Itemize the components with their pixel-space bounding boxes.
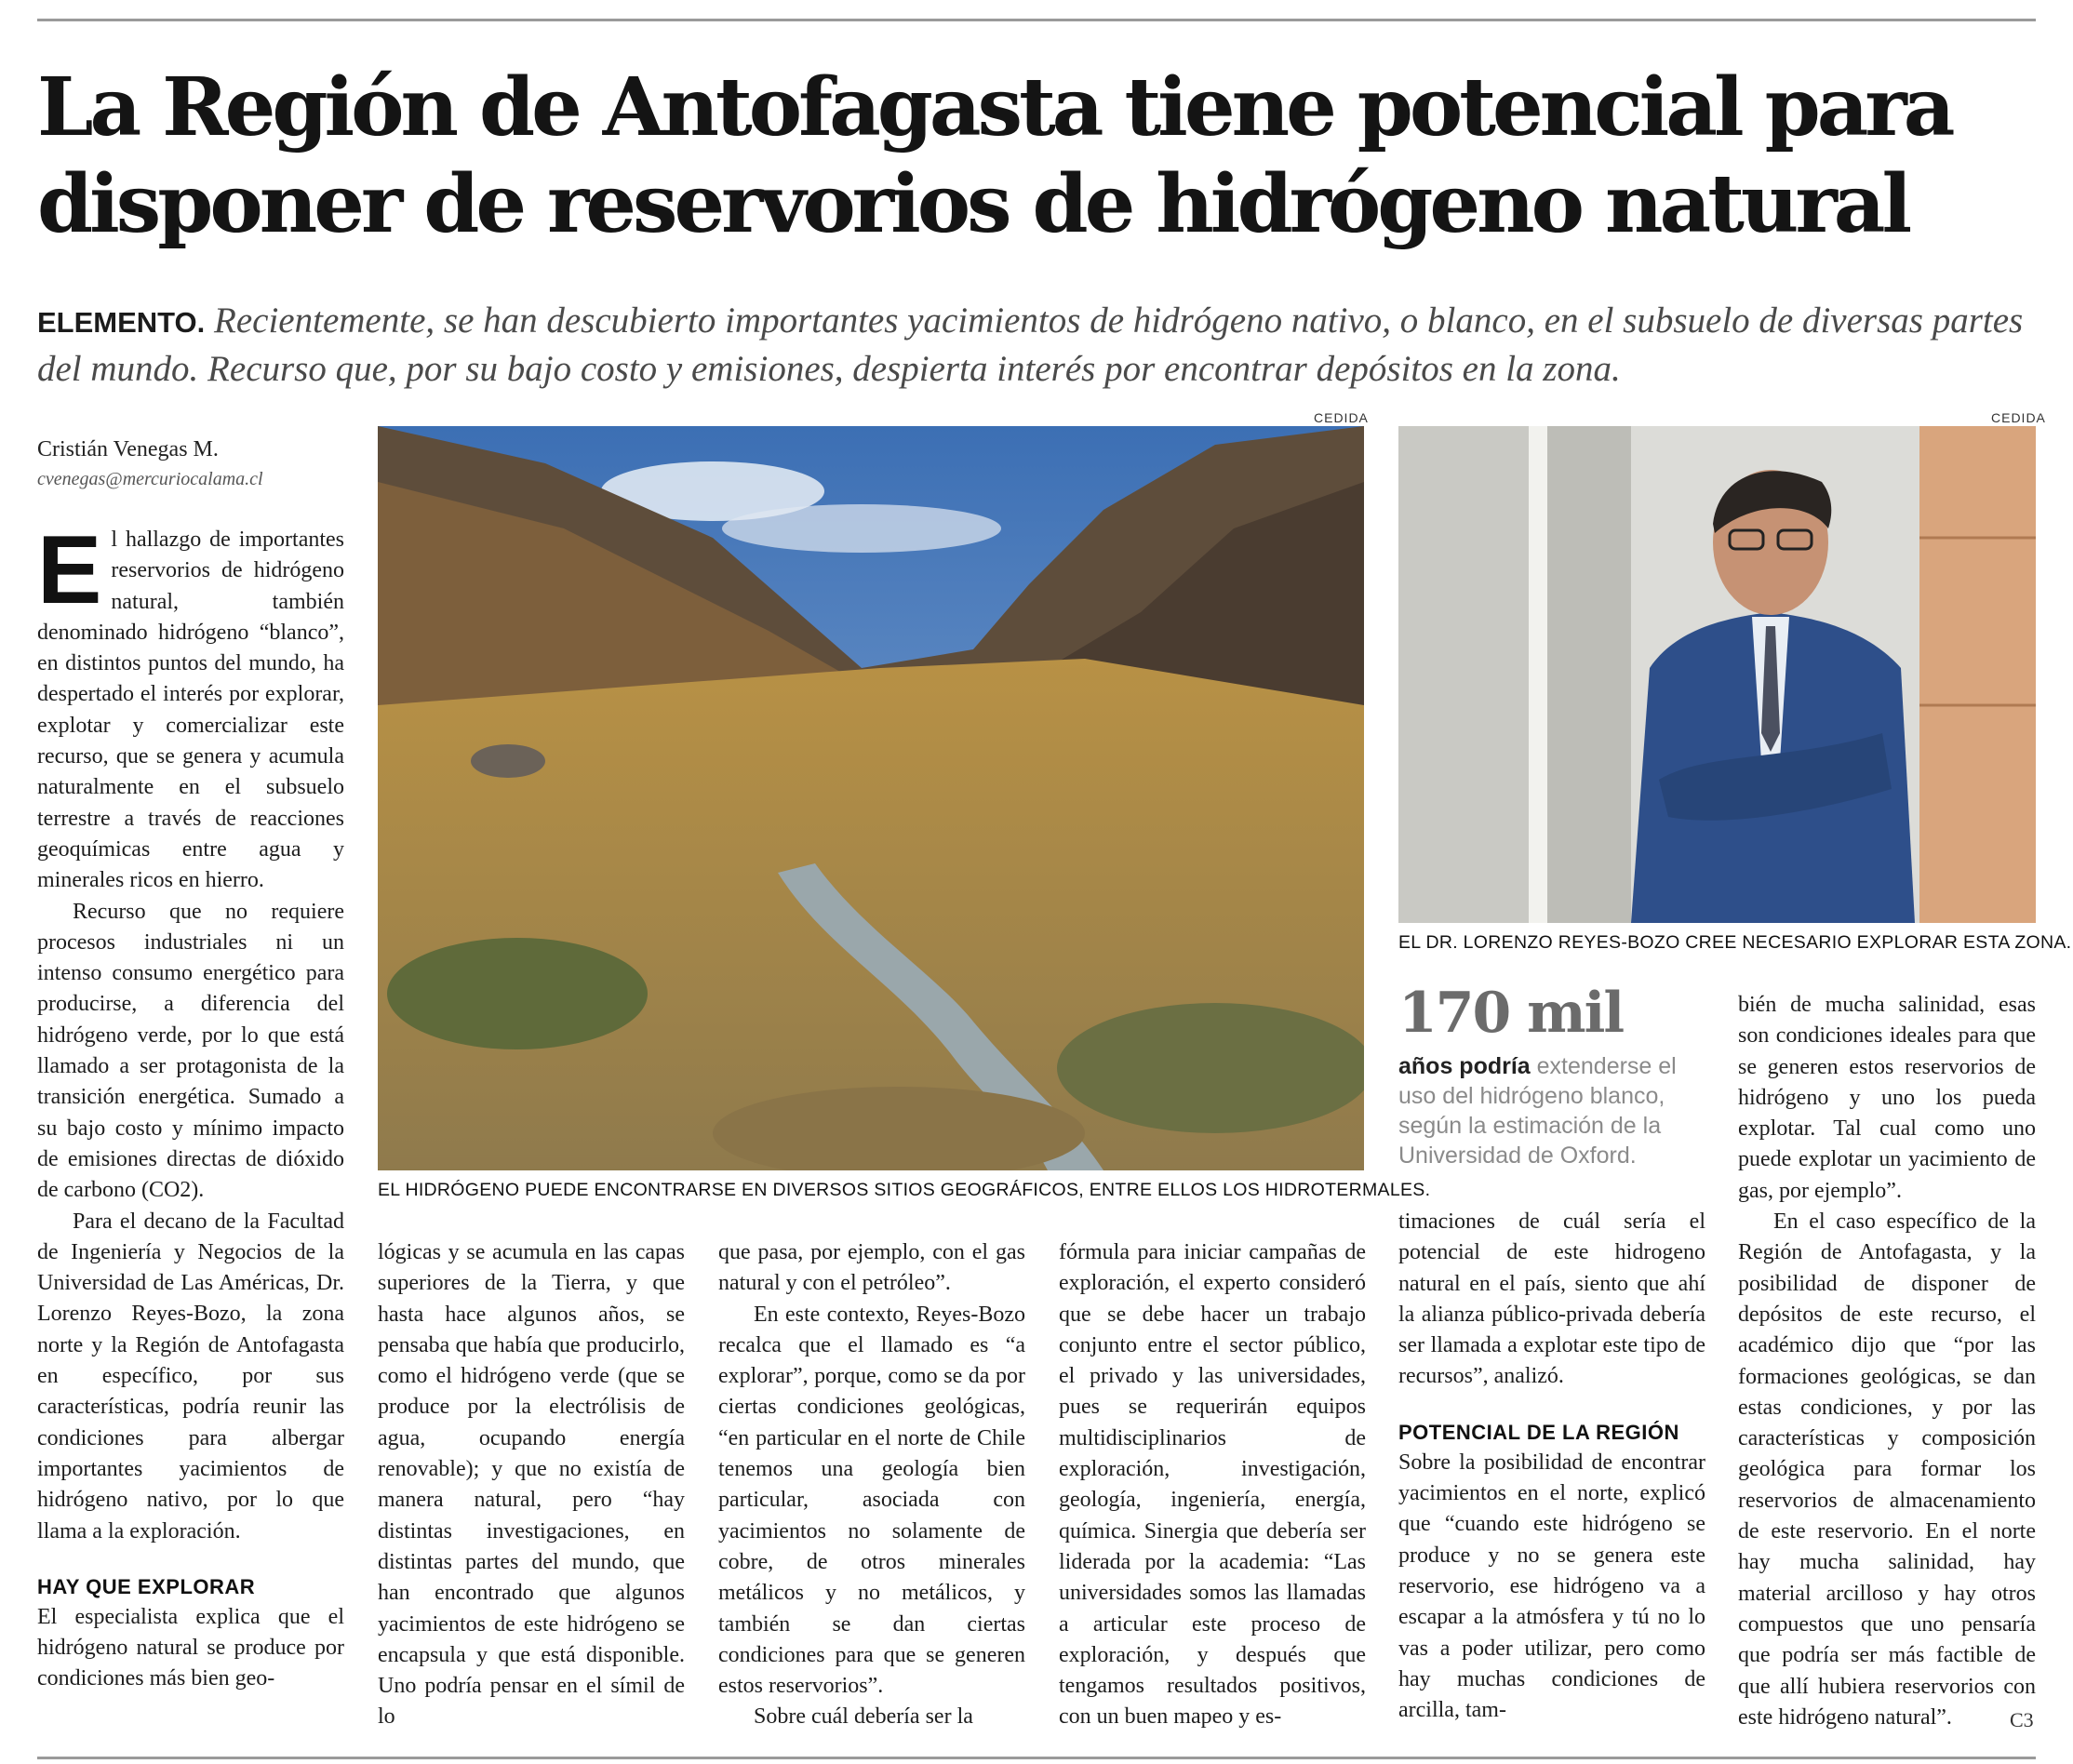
col4-paragraph: fórmula para iniciar campañas de exploración, el experto consideró que se debe hacer un trabajo conjunto entre el sector público, el privado y las universidades, pues se requerirán equipos multidisciplinarios de exploración, investigación, geología, ingeniería, energía, química. Sinergia que debería ser liderada por la academia: “Las universidades somos las llamadas a articular este proceso de exploración, y después que tengamos resultados positivos, con un buen mapeo y es- (1059, 1240, 1366, 1730)
body-column-3 (718, 1237, 1025, 1733)
subhead-kicker: ELEMENTO. (37, 306, 206, 339)
drop-cap: E (37, 516, 102, 624)
landscape-photo (378, 426, 1364, 1170)
col3-paragraph-1: que pasa, por ejemplo, con el gas natural y con el petróleo”. (718, 1240, 1025, 1296)
author-signature: C3 (2010, 1708, 2034, 1731)
col3-paragraph-2: En este contexto, Reyes-Bozo recalca que el llamado es “a explorar”, porque, como se da por ciertas condiciones geológicas, “en particular en el norte de Chile tenemos una geología bien particular, asociada con yacimientos no solamente de cobre, de otros minerales metálicos y no metálicos, y también se dan ciertas condiciones para que se generen estos reservorios”. (718, 1302, 1025, 1699)
col1-paragraph-2: Recurso que no requiere procesos industriales ni un intenso consumo energético para producirse, a diferencia del hidrógeno verde, por lo que está llamado a ser protagonista de la transición energética. Sumado a su bajo costo y mínimo impacto de emisiones directas de dióxido de carbono (CO2). (37, 899, 344, 1203)
bottom-rule (37, 1757, 2036, 1759)
stat-number: 170 mil (1398, 981, 1624, 1046)
headline-line-2: disponer de reservorios de hidrógeno natural (37, 157, 1909, 251)
portrait-photo-caption: EL DR. LORENZO REYES-BOZO CREE NECESARIO EXPLORAR ESTA ZONA. (1398, 932, 2072, 953)
landscape-photo-credit: CEDIDA (1314, 410, 1369, 425)
body-column-1 (37, 516, 344, 1695)
subhead-text: Recientemente, se han descubierto importantes yacimientos de hidrógeno nativo, o blanco, en el subsuelo de diversas partes del mundo. Recurso que, por su bajo costo y emisiones, despierta interés por encontrar depósitos en la zona. (37, 301, 2024, 389)
top-rule (37, 19, 2036, 21)
col2-paragraph: lógicas y se acumula en las capas superiores de la Tierra, y que hasta hace algunos años, se pensaba que había que producirlo, como el hidrógeno verde (que se produce por la electrólisis de agua, ocupando energía renovable); y que no existía de manera natural, pero “hay distintas investigaciones, en distintas partes del mundo, que han encontrado que algunos yacimientos de este hidrógeno se encapsula y que está disponible. Uno podría pensar en el símil de lo (378, 1240, 685, 1730)
col5-paragraph-2: Sobre la posibilidad de encontrar yacimientos en el norte, explicó que “cuando este hidrógeno se produce y no se genera este reservorio, ese hidrógeno va a escapar a la atmósfera y tú no lo vas a poder utilizar, pero como hay muchas condiciones de arcilla, tam- (1398, 1450, 1705, 1723)
body-column-4 (1059, 1237, 1366, 1733)
body-column-2 (378, 1237, 685, 1733)
byline-email: cvenegas@mercuriocalama.cl (37, 469, 263, 489)
byline-name: Cristián Venegas M. (37, 437, 219, 461)
col1-paragraph-1 (37, 516, 344, 897)
stat-text (1398, 1051, 1705, 1170)
col3-paragraph-3: Sobre cuál debería ser la (754, 1704, 973, 1730)
portrait-photo (1398, 426, 2036, 923)
stat-body: extenderse el uso del hidrógeno blanco, según la estimación de la Universidad de Oxford. (1398, 1053, 1677, 1169)
portrait-photo-credit: CEDIDA (1991, 410, 2046, 425)
col1-paragraph-4: El especialista explica que el hidrógeno natural se produce por condiciones más bien geo- (37, 1604, 344, 1691)
col5-paragraph-1: timaciones de cuál sería el potencial de este hidrogeno natural en el país, siento que ahí la alianza público-privada debería ser llamada a explotar este tipo de recursos”, analizó. (1398, 1209, 1705, 1389)
headline-line-1: La Región de Antofagasta tiene potencial para (37, 60, 1952, 154)
col6-paragraph-1: bién de mucha salinidad, esas son condiciones ideales para que se generen estos reservorios de hidrógeno y uno los pueda explotar. Tal cual como uno puede explotar un yacimiento de gas, por ejemplo”. (1738, 993, 2036, 1203)
body-column-5 (1398, 1207, 1705, 1726)
col1-p1-text: l hallazgo de importantes reservorios de hidrógeno natural, también denominado hidrógeno “blanco”, en distintos puntos del mundo, ha despertado el interés por explorar, explotar y comercializar este recurso, que se genera y acumula naturalmente en el subsuelo terrestre a través de reacciones geoquímicas entre agua y minerales ricos en hierro. (37, 528, 344, 893)
col6-paragraph-2: En el caso específico de la Región de Antofagasta, y la posibilidad de disponer de depósitos de este recurso, el académico dijo que “por las formaciones geológicas, se dan estas condiciones, y por las características y composición geológica para formar los reservorios de almacenamiento de este reservorio. En el norte hay mucha salinidad, hay material arcilloso y hay otros compuestos que uno pensaría que podría ser más factible de que allí hubiera reservorios con este hidrógeno natural”. (1738, 1209, 2036, 1730)
subhead-potencial-de-la-region: POTENCIAL DE LA REGIÓN (1398, 1420, 1679, 1444)
subhead (37, 298, 2038, 393)
subhead-hay-que-explorar: HAY QUE EXPLORAR (37, 1574, 256, 1598)
body-column-6 (1738, 990, 2036, 1733)
landscape-photo-caption: EL HIDRÓGENO PUEDE ENCONTRARSE EN DIVERSOS SITIOS GEOGRÁFICOS, ENTRE ELLOS LOS HIDROTERMALES. (378, 1180, 1431, 1200)
col1-paragraph-3: Para el decano de la Facultad de Ingeniería y Negocios de la Universidad de Las Américas, Dr. Lorenzo Reyes-Bozo, la zona norte y la Región de Antofagasta en específico, por sus características, podría reunir las condiciones para albergar importantes yacimientos de hidrógeno nativo, por lo que llama a la exploración. (37, 1209, 344, 1544)
stat-bold: años podría (1398, 1053, 1531, 1079)
